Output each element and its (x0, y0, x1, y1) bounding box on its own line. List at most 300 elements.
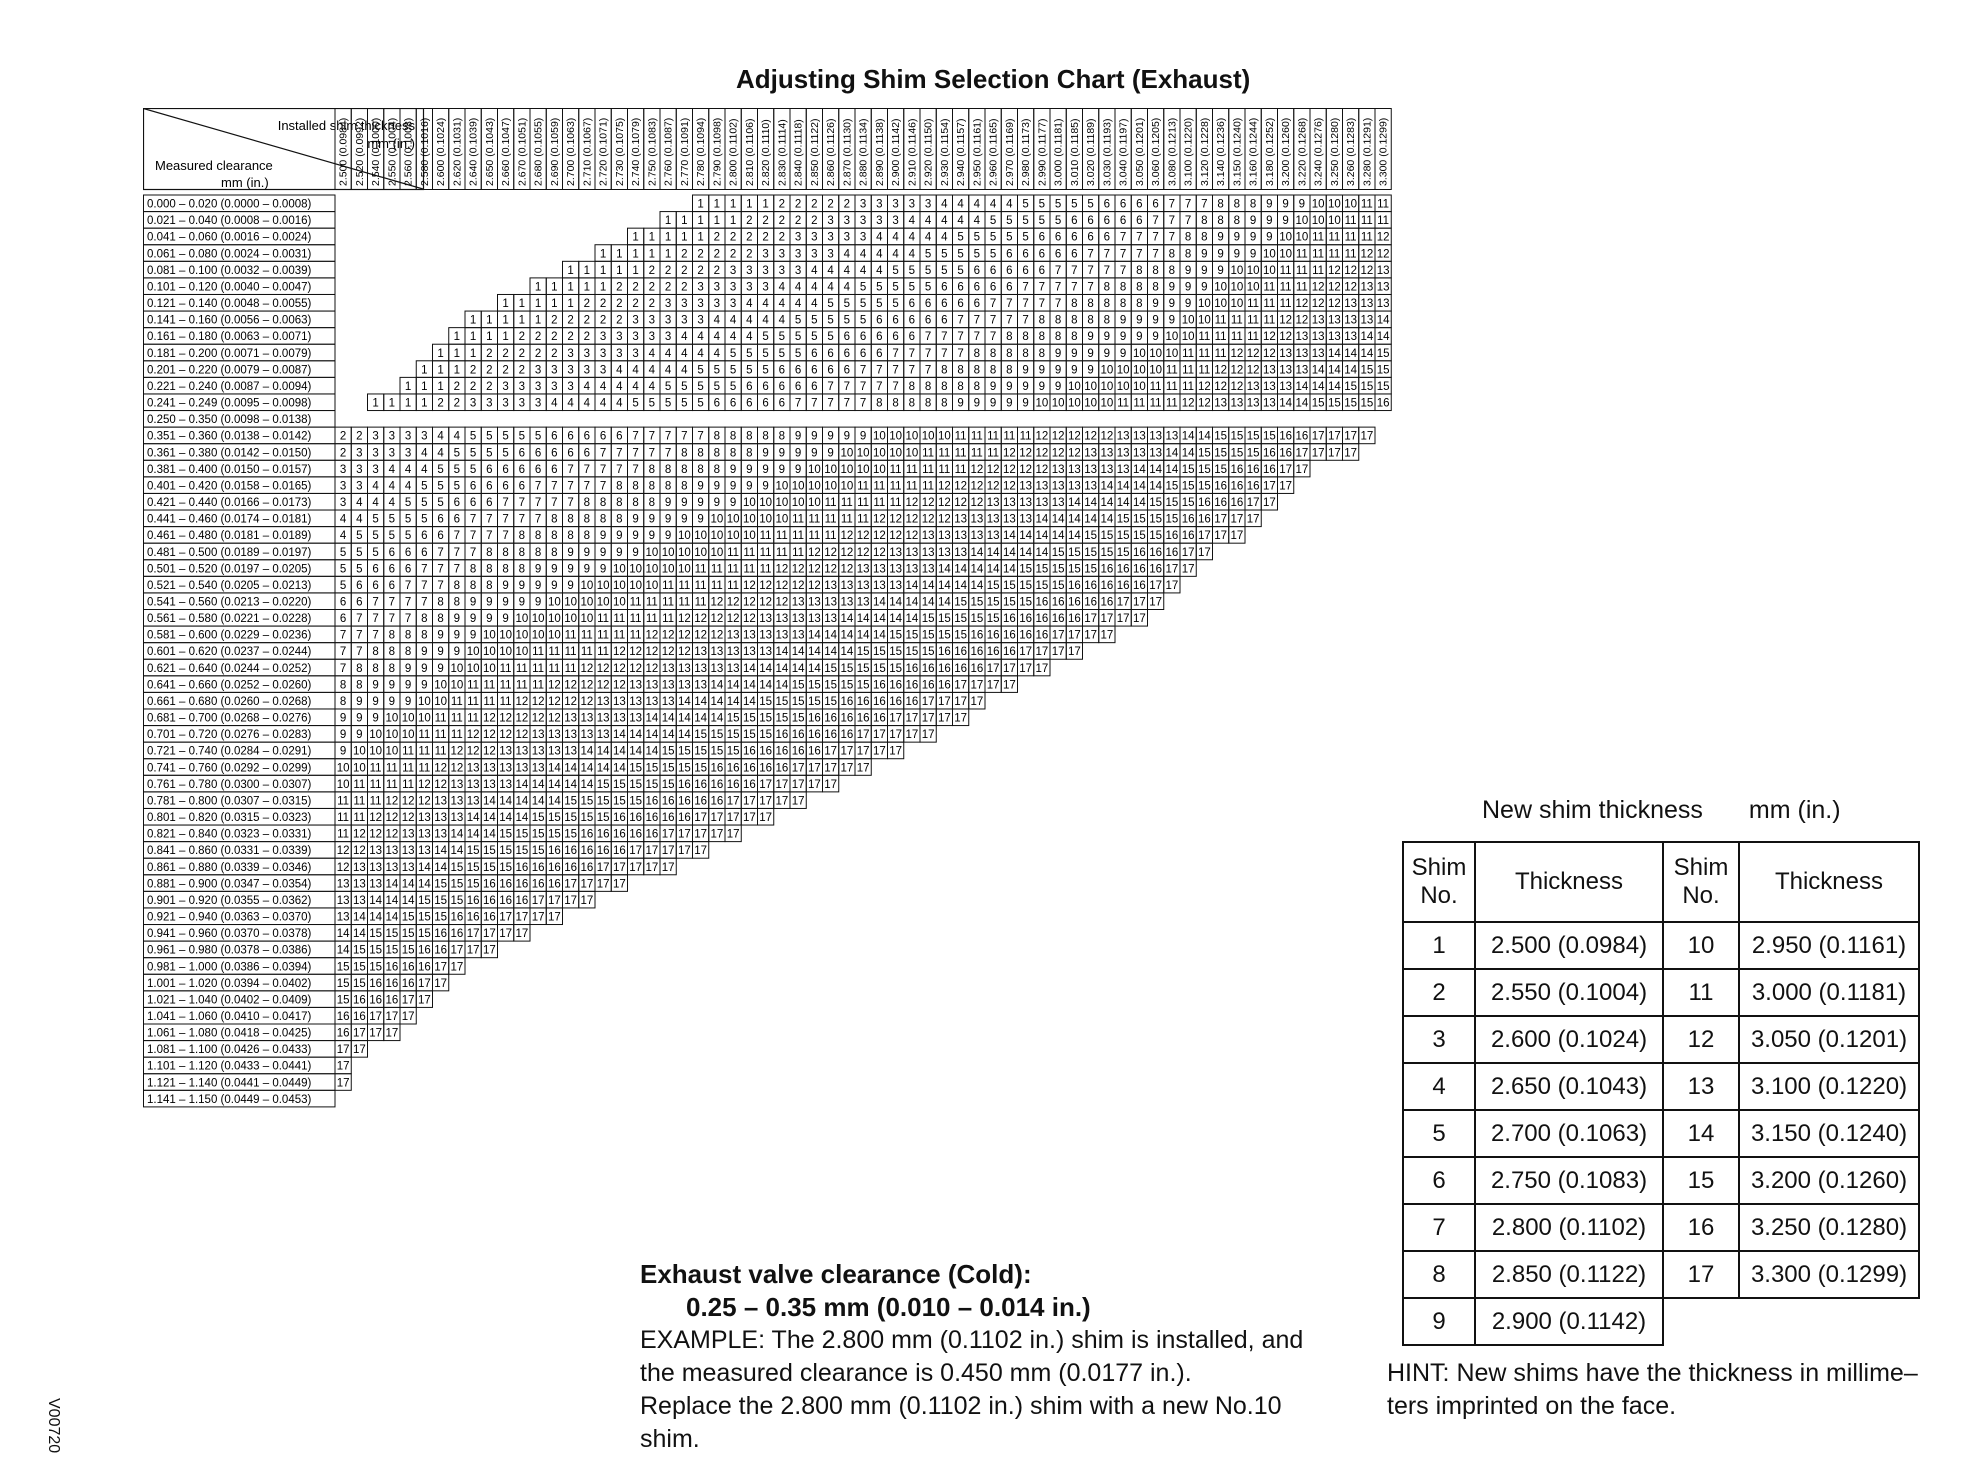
matrix-cell-value: 14 (1132, 463, 1146, 476)
matrix-cell-value: 7 (973, 314, 981, 327)
matrix-cell-value: 13 (450, 795, 464, 808)
matrix-cell-value: 15 (515, 845, 529, 858)
matrix-cell-value: 14 (775, 662, 789, 675)
matrix-cell-value: 13 (515, 762, 529, 775)
matrix-cell-value: 4 (876, 264, 883, 277)
matrix-cell-value: 14 (1327, 380, 1341, 393)
clearance-header-text: 0.241 – 0.249 (0.0095 – 0.0098) (147, 397, 312, 410)
example-line-3: Replace the 2.800 mm (0.1102 in.) shim with a new No.10 (640, 1392, 1282, 1420)
matrix-cell-value: 1 (404, 380, 412, 393)
matrix-cell-value: 5 (924, 281, 932, 294)
matrix-cell-value: 2 (827, 198, 834, 211)
matrix-cell-value: 10 (856, 463, 870, 476)
matrix-cell-value: 5 (356, 563, 363, 576)
matrix-cell-value: 9 (469, 596, 477, 609)
spec-range: 0.25 – 0.35 mm (0.010 – 0.014 in.) (686, 1292, 1091, 1322)
header-thickness: Thickness (1475, 842, 1663, 922)
matrix-cell-value: 9 (648, 513, 656, 526)
matrix-cell-value: 16 (1002, 629, 1016, 642)
matrix-cell-value: 16 (970, 629, 984, 642)
installed-header-text: 2.730 (0.1075) (613, 117, 626, 186)
matrix-cell-value: 14 (824, 646, 838, 659)
matrix-cell-value: 7 (989, 331, 997, 344)
shim-no: 1 (1403, 922, 1475, 969)
matrix-cell-value: 10 (385, 729, 399, 742)
matrix-cell-value: 11 (824, 513, 837, 526)
matrix-cell-value: 9 (534, 579, 542, 592)
shim-no: 7 (1403, 1204, 1475, 1251)
matrix-cell-value: 17 (336, 1077, 350, 1090)
matrix-cell-value: 2 (632, 281, 639, 294)
matrix-cell-value: 12 (954, 497, 968, 510)
matrix-cell-value: 11 (1344, 248, 1357, 261)
matrix-cell-value: 6 (437, 513, 444, 526)
matrix-cell-value: 15 (531, 828, 545, 841)
matrix-cell-value: 3 (339, 463, 347, 476)
matrix-cell-value: 14 (937, 579, 951, 592)
matrix-cell-value: 10 (369, 745, 383, 758)
matrix-cell-value: 17 (872, 745, 886, 758)
shim-row (1403, 1251, 1919, 1298)
clearance-header-text: 0.441 – 0.460 (0.0174 – 0.0181) (147, 513, 312, 526)
matrix-cell-value: 12 (1262, 347, 1276, 360)
matrix-cell-value: 16 (1100, 563, 1114, 576)
matrix-cell-value: 6 (924, 314, 932, 327)
matrix-cell-value: 1 (616, 248, 623, 261)
matrix-cell-value: 10 (547, 629, 561, 642)
matrix-cell-value: 10 (596, 579, 610, 592)
matrix-cell-value: 13 (807, 596, 821, 609)
matrix-cell-value: 11 (1247, 298, 1260, 311)
matrix-cell-value: 15 (1165, 480, 1179, 493)
installed-header-text: 2.620 (0.1031) (451, 117, 464, 186)
matrix-cell-value: 5 (924, 248, 932, 261)
matrix-cell-value: 14 (450, 845, 464, 858)
matrix-cell-value: 7 (421, 579, 428, 592)
matrix-cell-value: 6 (453, 513, 461, 526)
matrix-cell-value: 15 (661, 745, 675, 758)
matrix-cell-value: 7 (632, 447, 639, 460)
matrix-cell-value: 17 (1002, 679, 1016, 692)
matrix-cell-value: 16 (1230, 497, 1244, 510)
matrix-cell-value: 15 (775, 695, 789, 708)
matrix-cell-value: 14 (1132, 497, 1146, 510)
clearance-header-text: 0.561 – 0.580 (0.0221 – 0.0228) (147, 613, 312, 626)
matrix-cell-value: 14 (612, 762, 626, 775)
clearance-header-text: 0.761 – 0.780 (0.0300 – 0.0307) (147, 778, 312, 791)
matrix-cell-value: 15 (1327, 397, 1341, 410)
matrix-cell-value: 8 (339, 695, 347, 708)
matrix-cell-value: 12 (450, 745, 464, 758)
matrix-cell-value: 11 (499, 679, 512, 692)
matrix-cell-value: 7 (518, 497, 526, 510)
matrix-cell-value: 7 (518, 513, 526, 526)
matrix-cell-value: 4 (681, 347, 688, 360)
matrix-cell-value: 16 (986, 646, 1000, 659)
matrix-cell-value: 12 (1214, 380, 1228, 393)
matrix-cell-value: 5 (1038, 198, 1046, 211)
installed-header-text: 2.990 (0.1177) (1036, 118, 1049, 186)
matrix-cell-value: 10 (742, 530, 756, 543)
matrix-cell-value: 3 (762, 248, 769, 261)
matrix-cell-value: 13 (694, 646, 708, 659)
matrix-cell-value: 15 (336, 977, 350, 990)
installed-header-text: 2.800 (0.1102) (727, 118, 740, 186)
matrix-cell-value: 9 (534, 596, 542, 609)
matrix-cell-value: 6 (1087, 231, 1094, 244)
matrix-cell-value: 3 (339, 480, 347, 493)
matrix-cell-value: 13 (856, 563, 870, 576)
matrix-cell-value: 9 (1071, 347, 1078, 360)
matrix-cell-value: 10 (1100, 380, 1114, 393)
matrix-cell-value: 2 (616, 298, 623, 311)
matrix-cell-value: 5 (892, 264, 899, 277)
matrix-cell-value: 1 (599, 248, 607, 261)
matrix-cell-value: 13 (401, 828, 415, 841)
matrix-cell-value: 2 (811, 198, 818, 211)
matrix-cell-value: 8 (453, 596, 461, 609)
matrix-cell-value: 1 (664, 248, 672, 261)
matrix-cell-value: 17 (1149, 579, 1163, 592)
matrix-cell-value: 14 (564, 778, 578, 791)
matrix-cell-value: 8 (356, 679, 363, 692)
matrix-cell-value: 7 (924, 364, 932, 377)
matrix-cell-value: 11 (1182, 347, 1195, 360)
matrix-cell-value: 10 (1327, 215, 1341, 228)
matrix-cell-value: 6 (1136, 215, 1143, 228)
matrix-cell-value: 11 (1230, 331, 1243, 344)
matrix-cell-value: 7 (908, 347, 916, 360)
matrix-cell-value: 11 (678, 579, 691, 592)
installed-header-text: 2.980 (0.1173) (1020, 118, 1033, 186)
matrix-cell-value: 11 (1149, 380, 1162, 393)
matrix-cell-value: 10 (417, 695, 431, 708)
matrix-cell-value: 10 (1132, 380, 1146, 393)
matrix-cell-value: 12 (775, 563, 789, 576)
matrix-cell-value: 9 (1233, 231, 1241, 244)
matrix-cell-value: 8 (1233, 215, 1241, 228)
matrix-cell-value: 14 (710, 712, 724, 725)
shim-thickness: 2.500 (0.0984) (1475, 922, 1663, 969)
matrix-cell-value: 9 (811, 447, 818, 460)
clearance-header-text: 0.021 – 0.040 (0.0008 – 0.0016) (147, 215, 312, 228)
matrix-cell-value: 6 (908, 331, 916, 344)
matrix-cell-value: 14 (336, 944, 350, 957)
matrix-cell-value: 7 (876, 380, 883, 393)
matrix-cell-value: 11 (1133, 397, 1146, 410)
matrix-cell-value: 13 (1311, 347, 1325, 360)
installed-header-text: 3.050 (0.1201) (1133, 117, 1146, 186)
matrix-cell-value: 14 (499, 812, 513, 825)
matrix-cell-value: 2 (713, 248, 721, 261)
measured-unit: mm (in.) (221, 175, 269, 190)
matrix-cell-value: 11 (824, 530, 837, 543)
matrix-cell-value: 7 (924, 347, 932, 360)
matrix-cell-value: 15 (954, 596, 968, 609)
matrix-cell-value: 17 (1019, 662, 1033, 675)
new-shim-heading (1482, 796, 1841, 825)
clearance-header-text: 0.221 – 0.240 (0.0087 – 0.0094) (147, 380, 312, 393)
matrix-cell-value: 12 (369, 828, 383, 841)
matrix-cell-value: 9 (356, 729, 363, 742)
matrix-cell-value: 7 (924, 331, 932, 344)
matrix-cell-value: 10 (872, 463, 886, 476)
matrix-cell-value: 8 (1071, 331, 1078, 344)
matrix-cell-value: 12 (1246, 364, 1260, 377)
matrix-cell-value: 6 (746, 380, 753, 393)
matrix-cell-value: 15 (466, 878, 480, 891)
matrix-cell-value: 11 (1198, 331, 1211, 344)
matrix-cell-value: 5 (859, 281, 867, 294)
matrix-cell-value: 7 (567, 497, 574, 510)
matrix-cell-value: 12 (499, 729, 513, 742)
clearance-header-text: 0.721 – 0.740 (0.0284 – 0.0291) (147, 745, 312, 758)
matrix-cell-value: 2 (794, 198, 802, 211)
matrix-cell-value: 11 (987, 447, 1000, 460)
matrix-cell-value: 12 (791, 563, 805, 576)
matrix-cell-value: 15 (385, 944, 399, 957)
matrix-cell-value: 12 (905, 530, 919, 543)
matrix-cell-value: 10 (645, 579, 659, 592)
matrix-cell-value: 8 (924, 397, 932, 410)
matrix-cell-value: 16 (840, 729, 854, 742)
matrix-cell-value: 9 (827, 430, 834, 443)
matrix-cell-value: 13 (710, 662, 724, 675)
matrix-cell-value: 1 (502, 298, 509, 311)
matrix-cell-value: 17 (482, 944, 496, 957)
clearance-header-text: 0.481 – 0.500 (0.0189 – 0.0197) (147, 546, 312, 559)
matrix-cell-value: 15 (921, 613, 935, 626)
matrix-cell-value: 16 (661, 795, 675, 808)
matrix-cell-value: 12 (417, 778, 431, 791)
matrix-cell-value: 3 (599, 364, 607, 377)
measured-label: Measured clearance (155, 158, 273, 173)
shim-no: 11 (1663, 969, 1739, 1016)
matrix-cell-value: 15 (1067, 563, 1081, 576)
matrix-cell-value: 12 (840, 546, 854, 559)
matrix-cell-value: 17 (417, 977, 431, 990)
matrix-cell-value: 17 (1035, 646, 1049, 659)
matrix-cell-value: 12 (1311, 298, 1325, 311)
matrix-cell-value: 16 (807, 729, 821, 742)
matrix-cell-value: 6 (583, 430, 591, 443)
matrix-cell-value: 16 (1246, 463, 1260, 476)
matrix-cell-value: 16 (1230, 480, 1244, 493)
matrix-cell-value: 17 (1019, 646, 1033, 659)
matrix-cell-value: 9 (502, 596, 509, 609)
matrix-cell-value: 2 (534, 331, 542, 344)
clearance-header-text: 1.001 – 1.020 (0.0394 – 0.0402) (147, 977, 312, 990)
matrix-cell-value: 17 (824, 762, 838, 775)
matrix-cell-value: 7 (664, 447, 672, 460)
installed-header-text: 3.180 (0.1252) (1263, 117, 1276, 186)
matrix-cell-value: 12 (807, 563, 821, 576)
installed-header-text: 3.240 (0.1276) (1312, 117, 1325, 186)
matrix-cell-value: 16 (1376, 397, 1390, 410)
matrix-cell-value: 3 (713, 281, 721, 294)
matrix-cell-value: 17 (1230, 513, 1244, 526)
matrix-cell-value: 15 (791, 695, 805, 708)
matrix-cell-value: 11 (954, 430, 967, 443)
matrix-cell-value: 5 (762, 347, 769, 360)
matrix-cell-value: 11 (418, 729, 431, 742)
matrix-cell-value: 15 (1214, 463, 1228, 476)
matrix-cell-value: 17 (986, 679, 1000, 692)
matrix-cell-value: 11 (922, 447, 935, 460)
matrix-cell-value: 16 (466, 911, 480, 924)
matrix-cell-value: 6 (388, 563, 396, 576)
matrix-cell-value: 14 (1100, 480, 1114, 493)
matrix-cell-value: 12 (336, 861, 350, 874)
installed-header-text: 2.850 (0.1122) (808, 118, 821, 186)
matrix-cell-value: 15 (775, 712, 789, 725)
matrix-cell-value: 10 (547, 596, 561, 609)
matrix-cell-value: 8 (486, 579, 493, 592)
matrix-cell-value: 13 (434, 795, 448, 808)
matrix-cell-value: 16 (1132, 579, 1146, 592)
matrix-cell-value: 11 (515, 679, 528, 692)
matrix-cell-value: 2 (518, 331, 526, 344)
matrix-cell-value: 16 (742, 745, 756, 758)
matrix-cell-value: 11 (369, 795, 382, 808)
matrix-cell-value: 3 (843, 215, 851, 228)
matrix-cell-value: 6 (339, 596, 347, 609)
shim-no: 13 (1663, 1063, 1739, 1110)
matrix-cell-value: 17 (759, 812, 773, 825)
matrix-cell-value: 2 (729, 231, 737, 244)
matrix-cell-value: 11 (792, 546, 805, 559)
clearance-header-text: 0.401 – 0.420 (0.0158 – 0.0165) (147, 480, 312, 493)
matrix-cell-value: 9 (1217, 248, 1224, 261)
matrix-cell-value: 10 (417, 712, 431, 725)
matrix-cell-value: 16 (580, 845, 594, 858)
matrix-cell-value: 17 (450, 961, 464, 974)
matrix-cell-value: 12 (401, 812, 415, 825)
matrix-cell-value: 10 (1067, 397, 1081, 410)
matrix-cell-value: 8 (973, 347, 981, 360)
matrix-cell-value: 6 (469, 480, 477, 493)
matrix-cell-value: 14 (1100, 497, 1114, 510)
matrix-cell-value: 6 (843, 331, 851, 344)
matrix-cell-value: 17 (954, 679, 968, 692)
matrix-cell-value: 12 (612, 679, 626, 692)
clearance-header-text: 0.661 – 0.680 (0.0260 – 0.0268) (147, 695, 312, 708)
installed-header-text: 3.150 (0.1240) (1231, 117, 1244, 186)
matrix-cell-value: 15 (1344, 380, 1358, 393)
matrix-cell-value: 5 (469, 430, 477, 443)
matrix-cell-value: 10 (612, 563, 626, 576)
matrix-cell-value: 10 (1181, 314, 1195, 327)
matrix-cell-value: 13 (1051, 463, 1065, 476)
matrix-cell-value: 6 (421, 530, 428, 543)
matrix-cell-value: 11 (1344, 215, 1357, 228)
matrix-cell-value: 6 (551, 463, 558, 476)
installed-header-text: 2.700 (0.1063) (565, 117, 578, 186)
matrix-cell-value: 7 (973, 331, 981, 344)
matrix-cell-value: 12 (970, 497, 984, 510)
shim-row (1403, 922, 1919, 969)
matrix-cell-value: 3 (762, 264, 769, 277)
matrix-cell-value: 12 (856, 530, 870, 543)
shim-thickness: 2.600 (0.1024) (1475, 1016, 1663, 1063)
matrix-cell-value: 14 (791, 662, 805, 675)
matrix-cell-value: 17 (1327, 447, 1341, 460)
matrix-cell-value: 15 (482, 845, 496, 858)
shim-no: 6 (1403, 1157, 1475, 1204)
matrix-cell-value: 4 (876, 248, 883, 261)
matrix-cell-value: 15 (726, 729, 740, 742)
matrix-cell-value: 15 (401, 928, 415, 941)
matrix-cell-value: 13 (970, 513, 984, 526)
matrix-cell-value: 14 (352, 928, 366, 941)
matrix-cell-value: 15 (807, 695, 821, 708)
matrix-cell-value: 17 (1165, 579, 1179, 592)
matrix-cell-value: 13 (1084, 447, 1098, 460)
matrix-cell-value: 7 (1152, 231, 1159, 244)
matrix-cell-value: 15 (1181, 480, 1195, 493)
matrix-cell-value: 13 (710, 646, 724, 659)
matrix-cell-value: 9 (1006, 397, 1013, 410)
matrix-cell-value: 12 (775, 579, 789, 592)
matrix-cell-value: 7 (534, 513, 542, 526)
matrix-cell-value: 9 (1168, 281, 1176, 294)
matrix-cell-value: 4 (681, 364, 688, 377)
matrix-cell-value: 14 (645, 712, 659, 725)
matrix-cell-value: 3 (567, 347, 574, 360)
matrix-cell-value: 13 (417, 845, 431, 858)
matrix-cell-value: 17 (889, 712, 903, 725)
matrix-cell-value: 12 (905, 513, 919, 526)
shim-no: 4 (1403, 1063, 1475, 1110)
matrix-cell-value: 7 (892, 364, 899, 377)
matrix-cell-value: 11 (597, 629, 610, 642)
matrix-cell-value: 10 (482, 646, 496, 659)
matrix-cell-value: 15 (1376, 347, 1390, 360)
matrix-cell-value: 11 (694, 563, 707, 576)
matrix-cell-value: 15 (1197, 447, 1211, 460)
matrix-cell-value: 12 (482, 729, 496, 742)
matrix-cell-value: 12 (515, 695, 529, 708)
matrix-cell-value: 11 (402, 745, 415, 758)
matrix-cell-value: 14 (807, 629, 821, 642)
matrix-cell-value: 2 (616, 314, 623, 327)
matrix-cell-value: 5 (697, 380, 704, 393)
matrix-cell-value: 9 (1201, 264, 1208, 277)
matrix-cell-value: 5 (941, 264, 948, 277)
matrix-cell-value: 11 (1263, 298, 1276, 311)
installed-header-text: 2.790 (0.1098) (711, 117, 724, 186)
matrix-cell-value: 8 (567, 513, 574, 526)
matrix-cell-value: 6 (729, 397, 737, 410)
matrix-cell-value: 16 (1295, 430, 1309, 443)
matrix-cell-value: 10 (710, 513, 724, 526)
matrix-cell-value: 15 (986, 613, 1000, 626)
matrix-cell-value: 15 (1035, 563, 1049, 576)
matrix-cell-value: 15 (629, 778, 643, 791)
matrix-cell-value: 4 (616, 364, 623, 377)
matrix-cell-value: 12 (385, 828, 399, 841)
matrix-cell-value: 16 (1279, 447, 1293, 460)
matrix-cell-value: 7 (859, 397, 867, 410)
matrix-cell-value: 16 (1246, 480, 1260, 493)
matrix-cell-value: 11 (1198, 364, 1211, 377)
matrix-cell-value: 17 (450, 944, 464, 957)
matrix-cell-value: 15 (417, 894, 431, 907)
matrix-cell-value: 17 (1181, 563, 1195, 576)
matrix-cell-value: 12 (547, 695, 561, 708)
matrix-cell-value: 17 (710, 812, 724, 825)
matrix-cell-value: 5 (356, 530, 363, 543)
